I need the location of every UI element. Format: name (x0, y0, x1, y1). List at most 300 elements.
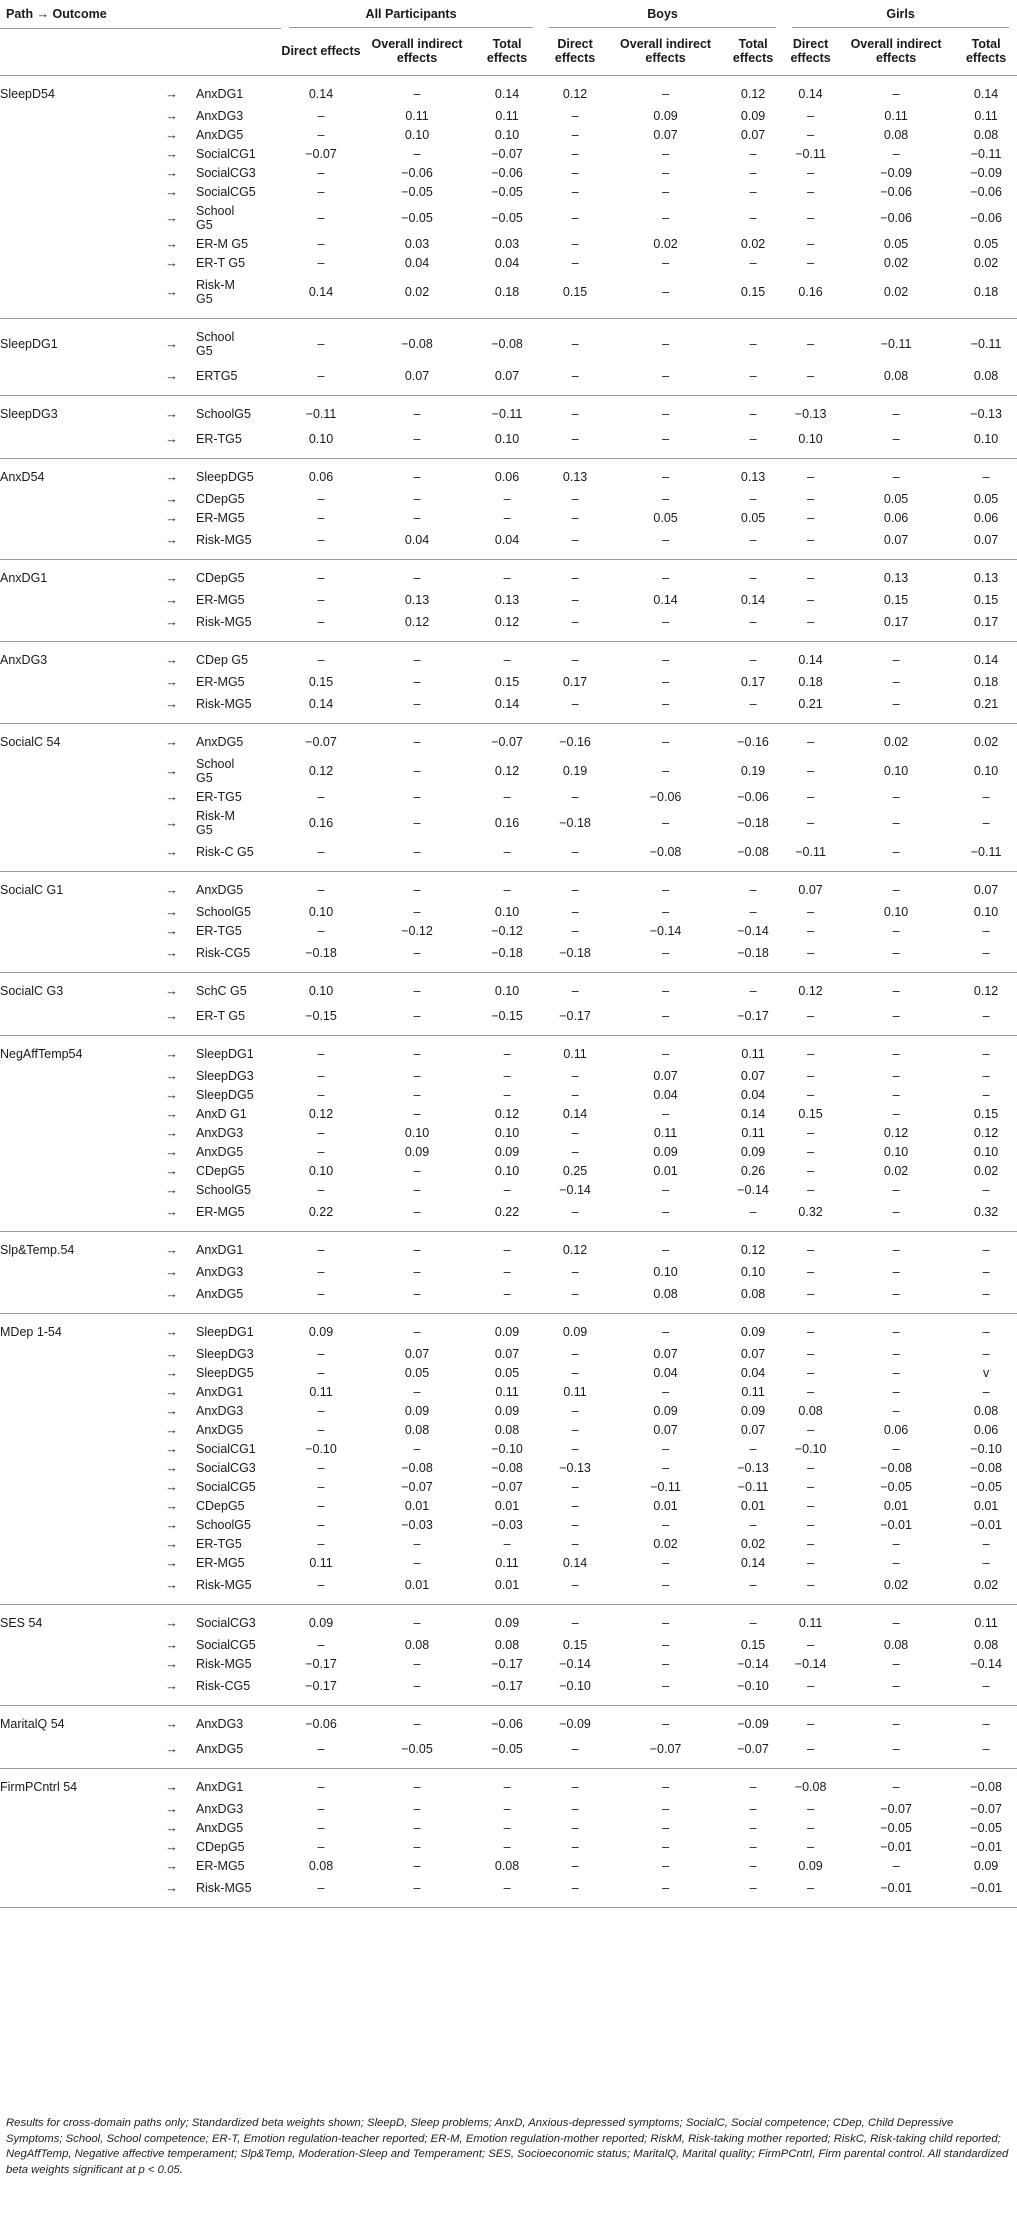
boys-indirect-cell: – (662, 1047, 670, 1061)
all-total-cell: −0.11 (491, 407, 523, 421)
girls-total-cell: 0.21 (955, 692, 1017, 724)
table-row (0, 126, 1017, 145)
arrow-cell: → (165, 492, 178, 506)
arrow-cell: → (165, 905, 178, 919)
boys-indirect-cell: – (662, 1461, 670, 1475)
table-row (0, 1067, 1017, 1086)
girls-indirect-cell: 0.05 (883, 492, 909, 506)
outcome-cell: School G5 (196, 204, 235, 232)
boys-direct-cell: – (571, 337, 579, 351)
table-row (0, 972, 1017, 1004)
all-total-cell: −0.05 (491, 185, 523, 199)
girls-direct-cell: – (807, 1556, 815, 1570)
girls-total-cell: 0.06 (973, 1423, 999, 1437)
girls-indirect-cell: – (892, 1537, 900, 1551)
all-total-cell: 0.08 (494, 1423, 520, 1437)
predictor-cell (0, 1263, 147, 1282)
all-indirect-cell: – (413, 571, 421, 585)
all-total-cell: – (503, 1537, 511, 1551)
outcome-cell: Risk-MG5 (196, 1876, 281, 1908)
all-total-cell: −0.07 (491, 147, 523, 161)
outcome-cell: AnxDG5 (196, 1821, 244, 1835)
all-indirect-cell: – (413, 407, 421, 421)
boys-indirect-cell: 0.09 (653, 1404, 678, 1418)
predictor-cell (0, 183, 147, 202)
all-total-cell: 0.08 (494, 1859, 520, 1873)
boys-direct-cell: −0.18 (559, 816, 591, 830)
boys-indirect-cell: – (662, 571, 670, 585)
girls-total-cell: – (982, 1385, 990, 1399)
arrow-cell: → (165, 1243, 178, 1257)
outcome-cell: SchoolG5 (196, 407, 251, 421)
outcome-cell: ER-T G5 (196, 1004, 281, 1036)
outcome-cell: CDepG5 (196, 571, 245, 585)
outcome-cell: CDepG5 (196, 1164, 245, 1178)
all-total-cell: – (503, 1088, 511, 1102)
girls-direct-cell: – (784, 1674, 837, 1706)
table-row (0, 1035, 1017, 1067)
girls-direct-cell: – (807, 1265, 815, 1279)
boys-indirect-cell: – (609, 1200, 722, 1232)
all-indirect-cell: −0.05 (401, 185, 433, 199)
outcome-cell: SleepDG5 (196, 470, 254, 484)
girls-indirect-cell: – (892, 883, 900, 897)
all-total-cell: −0.08 (491, 337, 523, 351)
girls-direct-cell: – (807, 1518, 815, 1532)
girls-indirect-cell: – (837, 840, 955, 872)
girls-indirect-cell: 0.10 (883, 764, 909, 778)
girls-indirect-cell: 0.02 (883, 735, 909, 749)
boys-direct-cell: 0.12 (562, 87, 588, 101)
boys-indirect-cell: – (662, 1183, 670, 1197)
girls-indirect-cell: 0.02 (883, 1164, 909, 1178)
girls-total-cell: −0.13 (970, 407, 1002, 421)
girls-indirect-cell: 0.08 (837, 364, 955, 396)
girls-total-cell: 0.09 (973, 1859, 999, 1873)
all-total-cell: 0.10 (494, 1164, 520, 1178)
outcome-cell: Risk-M G5 (196, 809, 235, 837)
girls-total-cell: −0.11 (970, 337, 1002, 351)
boys-direct-cell: – (571, 593, 579, 607)
boys-total-cell: −0.18 (722, 941, 784, 973)
boys-indirect-cell: – (662, 1717, 670, 1731)
outcome-cell: SocialCG5 (196, 185, 256, 199)
table-row (0, 788, 1017, 807)
all-indirect-cell: – (413, 1780, 421, 1794)
girls-direct-cell: 0.07 (798, 883, 823, 897)
all-indirect-cell: – (413, 1821, 421, 1835)
all-total-cell: −0.03 (491, 1518, 523, 1532)
all-direct-cell: – (281, 610, 361, 642)
girls-indirect-cell: −0.05 (880, 1480, 912, 1494)
predictor-cell: AnxD54 (0, 470, 45, 484)
girls-indirect-cell: 0.11 (884, 109, 908, 123)
girls-total-cell: – (982, 1717, 990, 1731)
girls-total-cell: −0.01 (970, 1840, 1002, 1854)
all-indirect-cell: −0.06 (401, 166, 433, 180)
all-direct-cell: −0.07 (305, 147, 337, 161)
all-direct-cell: 0.22 (281, 1200, 361, 1232)
sub-header-row (0, 28, 1017, 75)
girls-direct-cell: – (807, 1499, 815, 1513)
outcome-cell: SocialCG5 (196, 1480, 256, 1494)
all-total-cell: – (503, 1802, 511, 1816)
all-indirect-cell: – (361, 941, 473, 973)
arrow-cell: → (165, 470, 178, 484)
boys-direct-cell: – (571, 1802, 579, 1816)
girls-direct-cell: −0.08 (794, 1780, 827, 1794)
boys-indirect-cell: – (609, 427, 722, 459)
all-direct-cell: 0.08 (308, 1859, 334, 1873)
boys-direct-cell: – (541, 840, 609, 872)
girls-direct-cell: 0.10 (784, 427, 837, 459)
boys-total-cell: 0.09 (740, 109, 766, 123)
all-indirect-cell: – (361, 1876, 473, 1908)
girls-total-cell: 0.11 (974, 109, 998, 123)
girls-indirect-cell: – (892, 1657, 900, 1671)
all-direct-cell: – (317, 1423, 325, 1437)
boys-direct-cell: −0.13 (559, 1461, 591, 1475)
table-row (0, 107, 1017, 126)
boys-direct-cell: −0.14 (559, 1183, 591, 1197)
all-indirect-cell: −0.05 (361, 1737, 473, 1769)
girls-total-cell: −0.14 (970, 1657, 1002, 1671)
outcome-cell: SchC G5 (196, 984, 247, 998)
table-row (0, 427, 1017, 459)
boys-direct-cell: – (541, 427, 609, 459)
girls-indirect-cell: – (892, 984, 900, 998)
boys-indirect-cell: – (662, 1442, 670, 1456)
arrow-cell: → (165, 1638, 178, 1652)
all-total-cell: 0.09 (494, 1616, 520, 1630)
outcome-cell: ER-MG5 (196, 675, 245, 689)
boys-direct-cell: −0.18 (541, 941, 609, 973)
girls-direct-cell: – (807, 764, 815, 778)
boys-indirect-cell: – (662, 256, 670, 270)
boys-total-cell: 0.19 (740, 764, 766, 778)
all-direct-cell: – (281, 1876, 361, 1908)
all-direct-cell: – (317, 237, 325, 251)
boys-total-cell: – (722, 692, 784, 724)
boys-total-cell: – (722, 1876, 784, 1908)
table-row (0, 1516, 1017, 1535)
girls-indirect-cell: −0.11 (880, 337, 912, 351)
arrow-cell: → (165, 1461, 178, 1475)
boys-direct-cell: – (571, 109, 579, 123)
boys-total-cell: – (749, 1840, 757, 1854)
girls-direct-cell: 0.18 (798, 675, 823, 689)
predictor-cell (0, 528, 147, 560)
boys-indirect-cell: 0.07 (653, 1069, 678, 1083)
predictor-cell (0, 692, 147, 724)
boys-direct-cell: – (571, 571, 579, 585)
all-indirect-cell: – (413, 511, 421, 525)
table-row (0, 1636, 1017, 1655)
boys-total-cell: – (749, 984, 757, 998)
girls-total-cell: 0.12 (973, 984, 999, 998)
boys-indirect-cell: – (662, 1802, 670, 1816)
all-total-cell: 0.14 (494, 87, 520, 101)
girls-indirect-cell: – (892, 1088, 900, 1102)
girls-total-cell: – (982, 1088, 990, 1102)
outcome-cell: ER-TG5 (196, 1537, 242, 1551)
boys-total-cell: 0.08 (722, 1282, 784, 1314)
boys-total-cell: – (749, 1821, 757, 1835)
boys-direct-cell: – (571, 1265, 579, 1279)
girls-total-cell: – (982, 1556, 990, 1570)
all-total-cell: −0.07 (491, 735, 523, 749)
table-row (0, 1383, 1017, 1402)
all-direct-cell: – (317, 185, 325, 199)
all-total-cell: – (503, 1047, 511, 1061)
all-direct-cell: 0.09 (308, 1616, 334, 1630)
boys-indirect-cell: 0.14 (653, 593, 678, 607)
girls-indirect-cell: 0.05 (883, 237, 909, 251)
boys-indirect-cell: – (662, 816, 670, 830)
table-row (0, 458, 1017, 490)
boys-total-cell: −0.17 (722, 1004, 784, 1036)
arrow-cell: → (165, 790, 178, 804)
table-row (0, 1004, 1017, 1036)
girls-indirect-cell: 0.02 (883, 256, 909, 270)
boys-direct-cell: 0.19 (562, 764, 588, 778)
boys-total-cell: −0.10 (722, 1674, 784, 1706)
boys-total-cell: 0.05 (740, 511, 766, 525)
boys-direct-cell: −0.17 (541, 1004, 609, 1036)
boys-total-cell: – (749, 1859, 757, 1873)
boys-indirect-cell: – (662, 211, 670, 225)
all-indirect-cell: 0.08 (404, 1638, 430, 1652)
predictor-cell: SleepDG1 (0, 337, 58, 351)
girls-direct-cell: – (807, 1126, 815, 1140)
table-row (0, 723, 1017, 755)
girls-direct-cell: – (807, 1069, 815, 1083)
boys-total-cell: – (749, 166, 757, 180)
outcome-cell: AnxDG5 (196, 1737, 281, 1769)
arrow-cell: → (147, 364, 196, 396)
predictor-cell (0, 235, 147, 254)
girls-direct-cell: – (807, 1366, 815, 1380)
girls-indirect-cell: – (892, 1107, 900, 1121)
girls-direct-cell: −0.10 (794, 1442, 827, 1456)
all-total-cell: 0.15 (494, 675, 520, 689)
table-row (0, 1181, 1017, 1200)
boys-direct-cell: 0.14 (562, 1556, 588, 1570)
table-row (0, 395, 1017, 427)
arrow-cell: → (165, 1126, 178, 1140)
all-direct-cell: – (317, 211, 325, 225)
boys-direct-cell: 0.17 (562, 675, 588, 689)
all-direct-cell: – (317, 337, 325, 351)
boys-indirect-cell: – (662, 984, 670, 998)
boys-indirect-cell: – (662, 1556, 670, 1570)
outcome-cell: Risk-MG5 (196, 528, 281, 560)
table-row (0, 1440, 1017, 1459)
predictor-cell (0, 755, 147, 788)
all-total-cell: −0.05 (491, 211, 523, 225)
all-direct-cell: – (317, 492, 325, 506)
all-total-cell: – (503, 1840, 511, 1854)
predictor-cell: SocialC G1 (0, 883, 64, 897)
table-row (0, 1737, 1017, 1769)
girls-indirect-cell: – (892, 1442, 900, 1456)
girls-total-cell: −0.11 (970, 147, 1002, 161)
boys-indirect-cell: 0.07 (653, 1347, 678, 1361)
table-row (0, 559, 1017, 591)
outcome-cell: SleepDG3 (196, 1069, 254, 1083)
all-total-cell: 0.10 (494, 905, 520, 919)
all-direct-cell: – (317, 1780, 325, 1794)
table-row (0, 183, 1017, 202)
all-direct-cell: – (317, 653, 325, 667)
girls-direct-cell: – (807, 211, 815, 225)
boys-direct-cell: 0.15 (541, 273, 609, 319)
boys-direct-cell: – (571, 1423, 579, 1437)
boys-indirect-cell: – (662, 470, 670, 484)
boys-total-cell: – (749, 1442, 757, 1456)
girls-indirect-cell: – (892, 1385, 900, 1399)
outcome-cell: Risk-C G5 (196, 840, 281, 872)
table-row (0, 673, 1017, 692)
girls-direct-cell: – (807, 924, 815, 938)
all-total-cell: 0.03 (494, 237, 520, 251)
boys-total-cell: −0.13 (737, 1461, 769, 1475)
sub-header-blank (0, 28, 281, 75)
all-total-cell: −0.08 (491, 1461, 523, 1475)
all-total-cell: – (473, 1282, 541, 1314)
boys-indirect-cell: – (662, 653, 670, 667)
predictor-cell (0, 1838, 147, 1857)
outcome-cell: Risk-CG5 (196, 941, 281, 973)
all-total-cell: 0.12 (473, 610, 541, 642)
all-indirect-cell: 0.09 (404, 1404, 430, 1418)
girls-indirect-cell: 0.10 (883, 905, 909, 919)
predictor-cell (0, 1143, 147, 1162)
girls-direct-cell: 0.11 (798, 1616, 823, 1630)
outcome-cell: Risk-MG5 (196, 1657, 252, 1671)
table-row (0, 75, 1017, 107)
boys-indirect-cell: – (662, 735, 670, 749)
boys-direct-cell: −0.10 (541, 1674, 609, 1706)
arrow-cell: → (165, 337, 178, 351)
all-indirect-cell: – (413, 883, 421, 897)
predictor-cell (0, 1497, 147, 1516)
girls-total-cell: v (982, 1366, 990, 1380)
predictor-cell (0, 1876, 147, 1908)
girls-direct-cell: – (807, 790, 815, 804)
girls-indirect-cell: 0.07 (837, 528, 955, 560)
boys-indirect-cell: −0.08 (609, 840, 722, 872)
arrow-cell: → (165, 166, 178, 180)
boys-indirect-cell: – (662, 1657, 670, 1671)
all-indirect-cell: – (413, 147, 421, 161)
girls-direct-cell: – (807, 1638, 815, 1652)
arrow-cell: → (165, 675, 178, 689)
arrow-cell: → (165, 109, 178, 123)
boys-direct-cell: −0.16 (559, 735, 591, 749)
girls-total-cell: 0.06 (973, 511, 999, 525)
all-direct-cell: 0.12 (308, 764, 334, 778)
boys-indirect-cell: – (609, 273, 722, 319)
girls-indirect-cell: – (892, 1183, 900, 1197)
all-direct-cell: 0.06 (308, 470, 334, 484)
arrow-cell: → (165, 1717, 178, 1731)
boys-indirect-cell: – (662, 1780, 670, 1794)
outcome-cell: ERTG5 (196, 364, 281, 396)
all-total-cell: 0.10 (494, 1126, 520, 1140)
all-total-cell: 0.09 (494, 1404, 520, 1418)
arrow-cell: → (165, 1069, 178, 1083)
boys-direct-cell: – (571, 653, 579, 667)
girls-total-cell: 0.05 (973, 237, 999, 251)
all-direct-cell: – (317, 1404, 325, 1418)
all-total-cell: – (503, 571, 511, 585)
girls-total-cell: – (982, 1069, 990, 1083)
predictor-cell (0, 1655, 147, 1674)
predictor-cell (0, 591, 147, 610)
boys-direct-cell: 0.13 (562, 470, 588, 484)
outcome-cell: Risk-CG5 (196, 1674, 281, 1706)
table-row (0, 1143, 1017, 1162)
all-total-cell: 0.13 (494, 593, 520, 607)
boys-direct-cell: 0.12 (562, 1243, 588, 1257)
girls-direct-cell: – (807, 1480, 815, 1494)
arrow-cell: → (165, 407, 178, 421)
girls-direct-cell: – (807, 1840, 815, 1854)
girls-total-cell: −0.06 (970, 185, 1002, 199)
all-direct-cell: – (317, 924, 325, 938)
all-indirect-cell: – (413, 653, 421, 667)
girls-total-cell: 0.05 (973, 492, 999, 506)
girls-direct-cell: – (807, 1183, 815, 1197)
predictor-cell (0, 1181, 147, 1200)
girls-direct-cell: – (807, 1145, 815, 1159)
girls-total-cell: 0.07 (955, 528, 1017, 560)
all-indirect-cell: – (361, 427, 473, 459)
girls-total-cell: −0.11 (955, 840, 1017, 872)
outcome-cell: ER-MG5 (196, 511, 245, 525)
boys-direct-cell: – (541, 1573, 609, 1605)
all-total-cell: −0.17 (473, 1674, 541, 1706)
girls-total-cell: – (955, 1674, 1017, 1706)
all-direct-cell: – (281, 1282, 361, 1314)
girls-indirect-cell: – (892, 924, 900, 938)
boys-indirect-cell: −0.06 (649, 790, 682, 804)
boys-total-cell: 0.04 (740, 1366, 766, 1380)
all-total-cell: 0.09 (494, 1145, 520, 1159)
arrow-cell: → (147, 941, 196, 973)
arrow-cell: → (165, 1802, 178, 1816)
boys-indirect-cell: – (662, 1638, 670, 1652)
outcome-cell: AnxDG1 (196, 87, 244, 101)
all-direct-cell: 0.12 (308, 1107, 334, 1121)
all-direct-cell: −0.11 (305, 407, 337, 421)
arrow-cell: → (165, 185, 178, 199)
table-row (0, 903, 1017, 922)
all-indirect-cell: – (361, 840, 473, 872)
predictor-cell: SocialC G3 (0, 984, 64, 998)
girls-total-cell: −0.08 (970, 1461, 1002, 1475)
predictor-cell: Slp&Temp.54 (0, 1243, 75, 1257)
girls-total-cell: −0.01 (970, 1518, 1002, 1532)
all-total-cell: – (503, 1243, 511, 1257)
boys-indirect-cell: – (662, 1821, 670, 1835)
table-row (0, 591, 1017, 610)
arrow-cell: → (165, 653, 178, 667)
table-row (0, 318, 1017, 364)
girls-indirect-cell: −0.05 (880, 1821, 912, 1835)
all-indirect-cell: – (413, 1657, 421, 1671)
